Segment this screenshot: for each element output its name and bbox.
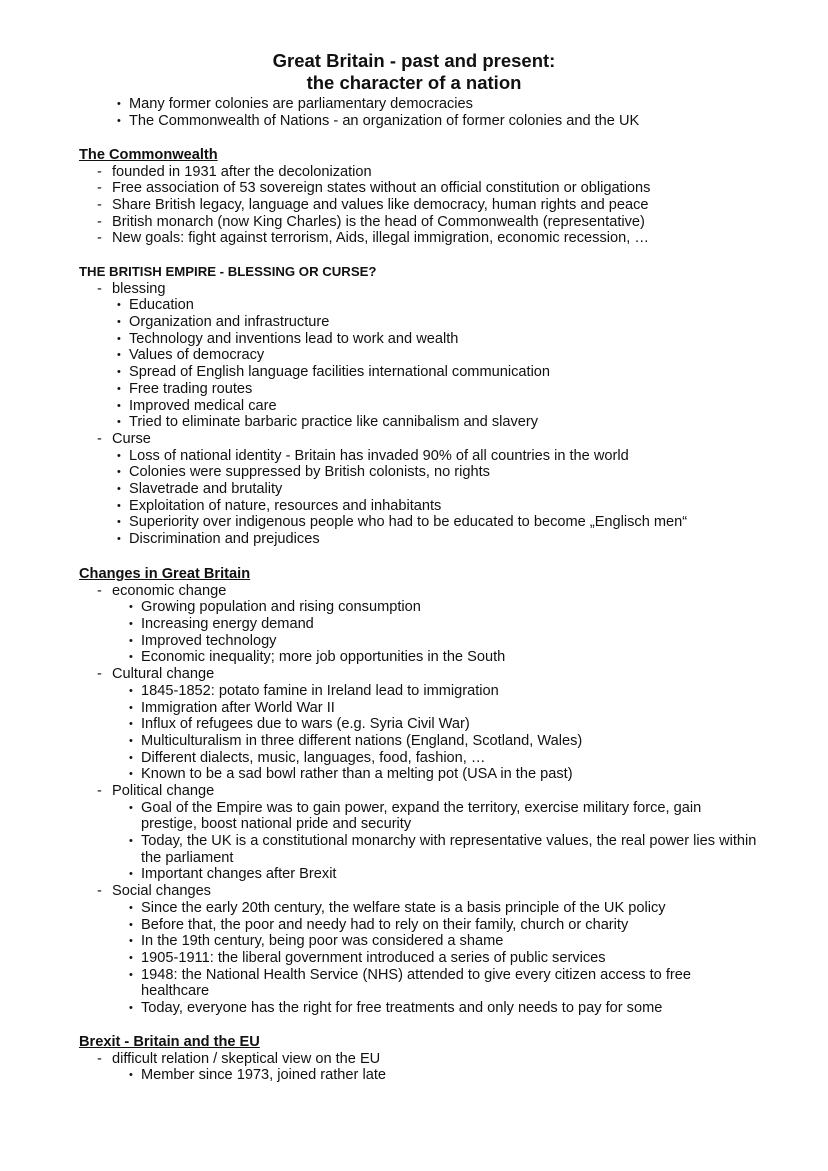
list-item: • Many former colonies are parliamentary democracies xyxy=(0,96,828,113)
list-item: • Member since 1973, joined rather late xyxy=(0,1067,828,1084)
page-title xyxy=(0,50,828,94)
list-item: • Different dialects, music, languages, food, fashion, … xyxy=(0,750,828,767)
list-item: • Known to be a sad bowl rather than a melting pot (USA in the past) xyxy=(0,766,828,783)
sublist-label-cultural: - Cultural change xyxy=(0,666,828,683)
sublist-label-curse: - Curse xyxy=(0,431,828,448)
list-item: - Free association of 53 sovereign states without an official constitution or obligations xyxy=(0,180,828,197)
list-item: • Discrimination and prejudices xyxy=(0,531,828,548)
list-item: • Improved technology xyxy=(0,633,828,650)
list-item: • Influx of refugees due to wars (e.g. Syria Civil War) xyxy=(0,716,828,733)
list-item: • Goal of the Empire was to gain power, expand the territory, exercise military force, gain prestige, boost national pride and security xyxy=(0,800,828,833)
list-item: - founded in 1931 after the decolonization xyxy=(0,164,828,181)
list-item: • Growing population and rising consumption xyxy=(0,599,828,616)
list-item: • 1948: the National Health Service (NHS) attended to give every citizen access to free healthcare xyxy=(0,967,828,1000)
list-item: • Values of democracy xyxy=(0,347,828,364)
sublist-label-social: - Social changes xyxy=(0,883,828,900)
list-item: • Free trading routes xyxy=(0,381,828,398)
list-item: - New goals: fight against terrorism, Aids, illegal immigration, economic recession, … xyxy=(0,230,828,247)
list-item: • Before that, the poor and needy had to rely on their family, church or charity xyxy=(0,917,828,934)
section-heading: The Commonwealth xyxy=(79,147,218,163)
section-heading: THE BRITISH EMPIRE - BLESSING OR CURSE? xyxy=(79,264,377,279)
sublist-label-relation: - difficult relation / skeptical view on the EU xyxy=(0,1051,828,1068)
list-item: • Increasing energy demand xyxy=(0,616,828,633)
list-item: - British monarch (now King Charles) is the head of Commonwealth (representative) xyxy=(0,214,828,231)
section-changes xyxy=(0,566,828,1017)
list-item: • Spread of English language facilities international communication xyxy=(0,364,828,381)
list-item: • Technology and inventions lead to work and wealth xyxy=(0,331,828,348)
section-empire xyxy=(0,264,828,548)
list-item: • Exploitation of nature, resources and inhabitants xyxy=(0,498,828,515)
intro-list xyxy=(0,96,828,129)
list-item: • Education xyxy=(0,297,828,314)
section-brexit xyxy=(0,1034,828,1084)
list-item: • In the 19th century, being poor was considered a shame xyxy=(0,933,828,950)
list-item: • Loss of national identity - Britain has invaded 90% of all countries in the world xyxy=(0,448,828,465)
section-commonwealth xyxy=(0,147,828,247)
list-item: • 1905-1911: the liberal government introduced a series of public services xyxy=(0,950,828,967)
list-item: • Important changes after Brexit xyxy=(0,866,828,883)
list-item: • Today, the UK is a constitutional monarchy with representative values, the real power lies within the parliament xyxy=(0,833,828,866)
list-item: • Slavetrade and brutality xyxy=(0,481,828,498)
list-item: • Economic inequality; more job opportunities in the South xyxy=(0,649,828,666)
section-heading: Brexit - Britain and the EU xyxy=(79,1034,260,1050)
list-item: • The Commonwealth of Nations - an organization of former colonies and the UK xyxy=(0,113,828,130)
title-line-1: Great Britain - past and present: xyxy=(272,50,556,71)
sublist-label-blessing: - blessing xyxy=(0,281,828,298)
list-item: • Immigration after World War II xyxy=(0,700,828,717)
list-item: - Share British legacy, language and values like democracy, human rights and peace xyxy=(0,197,828,214)
section-heading: Changes in Great Britain xyxy=(79,566,251,582)
title-line-2: the character of a nation xyxy=(306,72,522,93)
list-item: • Improved medical care xyxy=(0,398,828,415)
sublist-label-political: - Political change xyxy=(0,783,828,800)
list-item: • Tried to eliminate barbaric practice like cannibalism and slavery xyxy=(0,414,828,431)
list-item: • Today, everyone has the right for free treatments and only needs to pay for some xyxy=(0,1000,828,1017)
list-item: • Superiority over indigenous people who had to be educated to become „Englisch men“ xyxy=(0,514,828,531)
list-item: • Colonies were suppressed by British colonists, no rights xyxy=(0,464,828,481)
sublist-label-economic: - economic change xyxy=(0,583,828,600)
list-item: • Multiculturalism in three different nations (England, Scotland, Wales) xyxy=(0,733,828,750)
list-item: • 1845-1852: potato famine in Ireland lead to immigration xyxy=(0,683,828,700)
list-item: • Organization and infrastructure xyxy=(0,314,828,331)
list-item: • Since the early 20th century, the welfare state is a basis principle of the UK policy xyxy=(0,900,828,917)
